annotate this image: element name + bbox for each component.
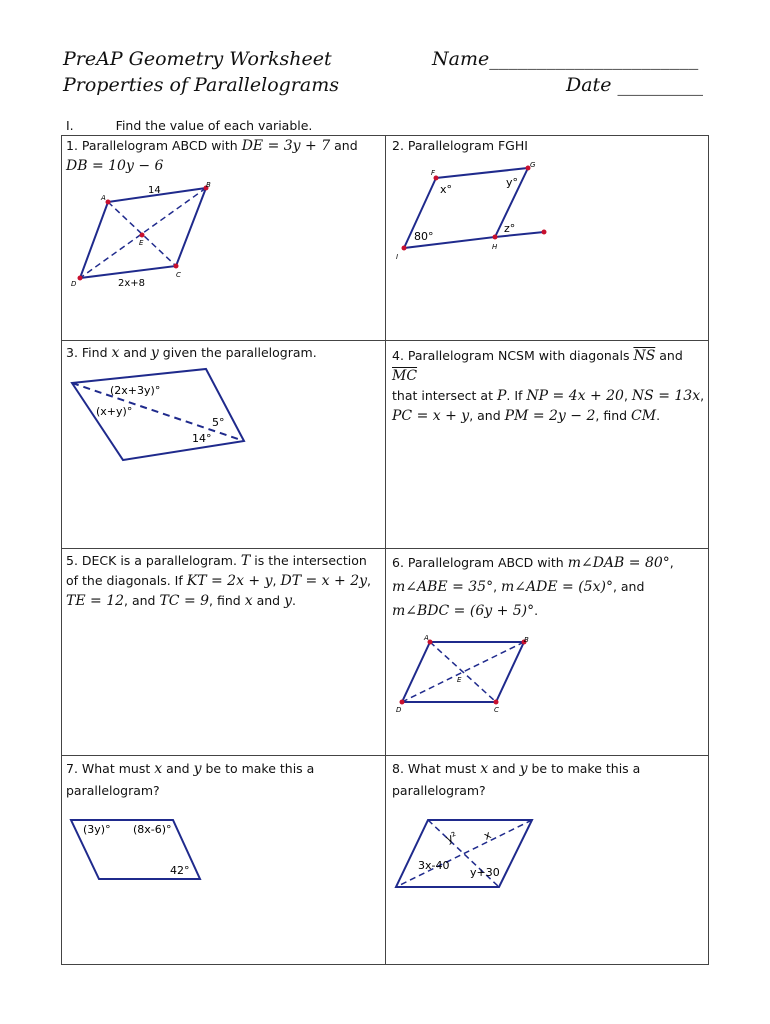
label-d: D: [71, 280, 77, 288]
label-e: E: [139, 239, 144, 247]
point-a: [106, 200, 111, 205]
point-c-6: [494, 700, 499, 705]
problem-1-figure: [66, 180, 226, 295]
problem-7-figure: [66, 815, 211, 885]
worksheet-title: PreAP Geometry Worksheet: [63, 48, 332, 70]
point-d: [78, 276, 83, 281]
point-h: [493, 235, 498, 240]
problem-5-text: 5. DECK is a parallelogram. T is the intersection of the diagonals. If KT = 2x + y, DT = x + 2y, TE = 12, and TC = 9, find x and y.: [66, 553, 371, 609]
label-f: F: [431, 169, 436, 177]
label-side-ab: 14: [148, 185, 161, 196]
angle-x: x°: [440, 183, 453, 196]
problem-2-figure: [394, 160, 554, 270]
segment-y2: y²: [443, 829, 460, 846]
angle-42: 42°: [170, 864, 190, 877]
point-e: [140, 233, 145, 238]
label-a-6: A: [424, 634, 429, 642]
problem-3-figure: [66, 365, 251, 465]
worksheet-subtitle: Properties of Parallelograms: [63, 74, 339, 96]
grid-divider-vertical: [385, 135, 386, 965]
point-extension: [542, 230, 547, 235]
segment-y-30: y+30: [470, 866, 500, 879]
angle-z: z°: [504, 222, 516, 235]
segment-x: x: [481, 828, 494, 843]
grid-divider-row3: [61, 755, 709, 756]
label-c-6: C: [494, 706, 499, 714]
grid-divider-row2: [61, 548, 709, 549]
segment-3x-40: 3x-40: [418, 859, 450, 872]
angle-80: 80°: [414, 230, 434, 243]
label-side-dc: 2x+8: [118, 278, 146, 289]
section-instruction: Find the value of each variable.: [115, 118, 313, 133]
label-a: A: [101, 194, 106, 202]
angle-14: 14°: [192, 432, 212, 445]
angle-x-y: (x+y)°: [96, 405, 133, 418]
point-c: [174, 264, 179, 269]
section-numeral: I.: [66, 118, 74, 133]
problem-3-text: 3. Find x and y given the parallelogram.: [66, 345, 317, 361]
label-e-6: E: [457, 676, 462, 684]
problem-4-text: 4. Parallelogram NCSM with diagonals $\overline{NS}$ and $\overline{MC}$ that intersect at P. If NP = 4x + 20, NS = 13x, PC = x + y, and PM = 2y − 2, find CM.: [392, 348, 705, 424]
label-b: B: [206, 181, 211, 189]
grid-divider-row1: [61, 340, 709, 341]
angle-8x-6: (8x-6)°: [133, 823, 172, 836]
problem-8-figure: [394, 815, 539, 890]
label-b-6: B: [524, 636, 529, 644]
section-heading: [66, 118, 312, 133]
problem-1-text: 1. Parallelogram ABCD with DE = 3y + 7 and DB = 10y − 6: [66, 138, 358, 174]
problem-6-figure: [394, 632, 544, 717]
point-d-6: [400, 700, 405, 705]
problem-2-text: 2. Parallelogram FGHI: [392, 138, 528, 153]
date-field[interactable]: Date _________: [566, 74, 703, 96]
label-h: H: [492, 243, 498, 251]
label-d-6: D: [396, 706, 402, 714]
label-g: G: [530, 161, 536, 169]
diagonal-8b: [396, 820, 532, 887]
extended-side: [495, 232, 544, 237]
name-field[interactable]: Name______________________: [432, 48, 699, 70]
problem-8-text: 8. What must x and y be to make this a parallelogram?: [392, 761, 641, 798]
problem-7-text: 7. What must x and y be to make this a parallelogram?: [66, 761, 315, 798]
angle-2x-3y: (2x+3y)°: [110, 384, 161, 397]
label-c: C: [176, 271, 181, 279]
angle-3y: (3y)°: [83, 823, 111, 836]
angle-y: y°: [506, 176, 519, 189]
angle-5: 5°: [212, 416, 225, 429]
problem-6-text: 6. Parallelogram ABCD with m∠DAB = 80°, m∠ABE = 35°, m∠ADE = (5x)°, and m∠BDC = (6y + 5)°.: [392, 555, 674, 619]
point-i: [402, 246, 407, 251]
label-i: I: [396, 253, 399, 261]
diagonal-ac-6: [430, 642, 496, 702]
